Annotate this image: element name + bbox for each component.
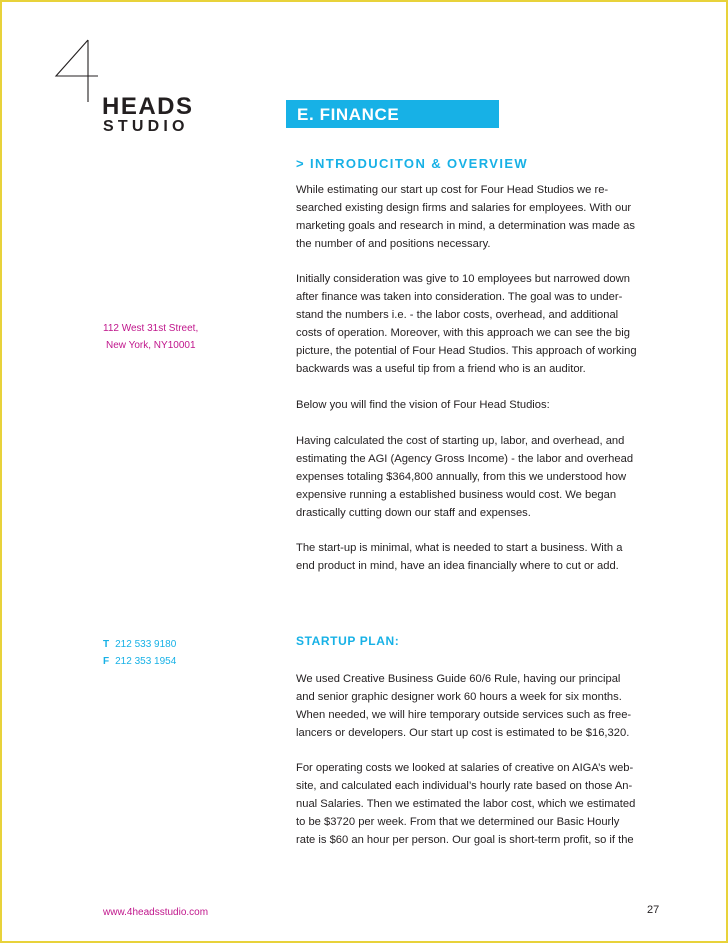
page-number: 27 <box>647 904 660 916</box>
paragraph-3 <box>296 396 668 414</box>
text-line: The start-up is minimal, what is needed to start a business. With a <box>296 542 623 554</box>
text-line: While estimating our start up cost for Four Head Studios we re- <box>296 184 609 196</box>
contact-phone-block <box>103 636 176 670</box>
numeral-four-icon <box>52 36 102 106</box>
text-line: lancers or developers. Our start up cost is estimated to be $16,320. <box>296 727 630 739</box>
address-block <box>103 320 198 354</box>
paragraph-2 <box>296 270 668 378</box>
text-line: picture, the potential of Four Head Studios. This approach of working <box>296 345 637 357</box>
text-line: For operating costs we looked at salaries of creative on AIGA’s web- <box>296 762 634 774</box>
text-line: Initially consideration was give to 10 employees but narrowed down <box>296 273 630 285</box>
text-line: drastically cutting down our staff and expenses. <box>296 507 531 519</box>
telephone-label: T <box>103 639 110 650</box>
telephone-number: 212 533 9180 <box>115 639 177 650</box>
telephone-line <box>103 636 176 653</box>
footer-website-link[interactable]: www.4headsstudio.com <box>103 907 209 918</box>
fax-label: F <box>103 656 110 667</box>
startup-plan-heading: STARTUP PLAN: <box>296 634 400 648</box>
text-line: estimating the AGI (Agency Gross Income) - the labor and overhead <box>296 453 634 465</box>
text-line: site, and calculated each individual’s hourly rate based on those An- <box>296 780 633 792</box>
section-title: E. FINANCE <box>297 105 400 124</box>
text-line: expensive running a established business would cost. We began <box>296 489 617 501</box>
text-line: marketing goals and research in mind, a determination was made as <box>296 220 635 232</box>
text-line: costs of operation. Moreover, with this approach we can see the big <box>296 327 630 339</box>
text-line: nual Salaries. Then we estimated the labor cost, which we estimated <box>296 798 636 810</box>
address-line-2: New York, NY10001 <box>106 340 196 351</box>
paragraph-5 <box>296 539 668 575</box>
logo-heads-text: HEADS <box>102 93 194 120</box>
text-line: and senior graphic designer work 60 hours a week for six months. <box>296 691 622 703</box>
studio-logo <box>52 36 212 141</box>
logo-studio-text: STUDIO <box>103 118 189 135</box>
text-line: When needed, we will hire temporary outside services such as free- <box>296 709 632 721</box>
intro-heading: > INTRODUCITON & OVERVIEW <box>296 156 529 171</box>
text-line: rate is $60 an hour per person. Our goal is short-term profit, so if the <box>296 834 634 846</box>
paragraph-6 <box>296 670 668 742</box>
fax-line <box>103 653 176 670</box>
text-line: searched existing design firms and salaries for employees. With our <box>296 202 632 214</box>
fax-number: 212 353 1954 <box>115 656 177 667</box>
text-line: to be $3720 per week. From that we determined our Basic Hourly <box>296 816 620 828</box>
text-line: the number of and positions necessary. <box>296 238 491 250</box>
text-line: after finance was taken into consideration. The goal was to under- <box>296 291 623 303</box>
section-title-bar <box>286 100 499 128</box>
paragraph-1 <box>296 181 668 253</box>
address-line-1: 112 West 31st Street, <box>103 323 199 334</box>
text-line: expenses totaling $364,800 annually, from this we understood how <box>296 471 627 483</box>
paragraph-4 <box>296 432 668 522</box>
text-line: stand the numbers i.e. - the labor costs, overhead, and additional <box>296 309 619 321</box>
text-line: backwards was a useful tip from a friend who is an auditor. <box>296 363 586 375</box>
text-line: We used Creative Business Guide 60/6 Rule, having our principal <box>296 673 621 685</box>
text-line: end product in mind, have an idea financially where to cut or add. <box>296 560 619 572</box>
text-line: Having calculated the cost of starting up, labor, and overhead, and <box>296 435 625 447</box>
paragraph-7 <box>296 759 668 849</box>
text-line: Below you will find the vision of Four Head Studios: <box>296 399 550 411</box>
